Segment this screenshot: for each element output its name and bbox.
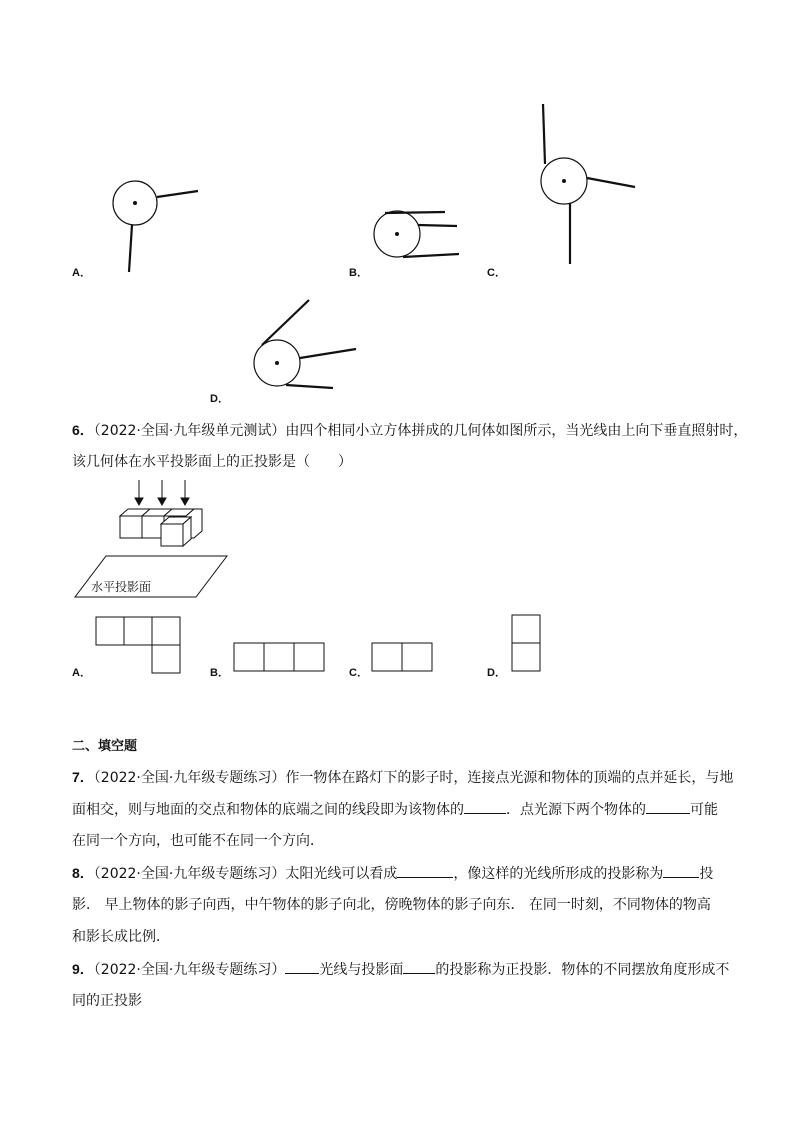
option-c-shape — [372, 643, 432, 671]
q7-line2 — [72, 799, 718, 820]
question-number: 9． — [72, 961, 94, 977]
question-source: （2022·全国·九年级专题练习） — [93, 962, 286, 978]
q6-options-figure — [0, 610, 794, 680]
question-text: 投 — [699, 866, 714, 882]
cube-assembly — [120, 509, 202, 546]
figure-d — [254, 300, 356, 388]
q6-option-a-label: A． — [72, 667, 91, 679]
question-source: （2022·全国·九年级单元测试） — [93, 423, 286, 439]
question-text: 由四个相同小立方体拼成的几何体如图所示，当光线由上向下垂直照射时， — [285, 423, 748, 439]
option-a-shape — [96, 617, 180, 673]
q7-line3: 在同一个方向，也可能不在同一个方向． — [72, 833, 324, 849]
q6-option-b-label: B． — [210, 667, 229, 679]
section-title: 二、填空题 — [72, 739, 138, 754]
question-number: 6． — [72, 422, 94, 438]
q9-line1 — [72, 959, 729, 980]
figure-a — [113, 181, 198, 272]
question-text: 作一物体在路灯下的影子时，连接点光源和物体的顶端的点并延长，与地 — [285, 770, 734, 786]
q5-option-a-label: A． — [72, 267, 91, 279]
q8-line3: 和影长成比例． — [72, 929, 170, 945]
answer-blank[interactable] — [403, 959, 435, 974]
answer-blank[interactable] — [464, 799, 506, 814]
question-text: ．点光源下两个物体的 — [506, 802, 646, 818]
figure-b — [374, 211, 459, 257]
plane-label: 水平投影面 — [91, 580, 152, 594]
question-number: 7． — [72, 769, 94, 785]
q7-line1 — [72, 767, 733, 788]
q6-line1 — [72, 420, 747, 441]
question-text: ，像这样的光线所形成的投影称为 — [453, 866, 664, 882]
answer-blank[interactable] — [397, 863, 453, 878]
figure-c — [541, 104, 635, 264]
question-source: （2022·全国·九年级专题练习） — [93, 770, 286, 786]
question-text: 光线与投影面 — [319, 962, 404, 978]
answer-blank[interactable] — [285, 959, 319, 974]
option-d-shape — [512, 615, 540, 671]
question-source: （2022·全国·九年级专题练习） — [93, 866, 286, 882]
question-text: 可能 — [690, 802, 718, 818]
question-text: 太阳光线可以看成 — [285, 866, 398, 882]
q6-option-c-label: C． — [349, 667, 368, 679]
light-arrows — [135, 480, 189, 505]
q5-option-c-label: C． — [487, 267, 506, 279]
q5-option-a-figure — [0, 0, 794, 420]
q5-option-d-label: D． — [210, 393, 229, 405]
q8-line1 — [72, 863, 713, 884]
q6-line2: 该几何体在水平投影面上的正投影是（ ） — [72, 454, 352, 470]
q6-option-d-label: D． — [487, 667, 506, 679]
answer-blank[interactable] — [663, 863, 699, 878]
question-text: 面相交，则与地面的交点和物体的底端之间的线段即为该物体的 — [72, 802, 464, 818]
answer-blank[interactable] — [646, 799, 690, 814]
question-number: 8． — [72, 865, 94, 881]
q9-line2: 同的正投影 — [72, 993, 142, 1009]
option-b-shape — [234, 643, 324, 671]
q5-option-b-label: B． — [349, 267, 368, 279]
q8-line2: 影． 早上物体的影子向西，中午物体的影子向北，傍晚物体的影子向东． 在同一时刻，不同物体的物高 — [72, 897, 711, 913]
question-text: 的投影称为正投影．物体的不同摆放角度形成不 — [435, 962, 730, 978]
